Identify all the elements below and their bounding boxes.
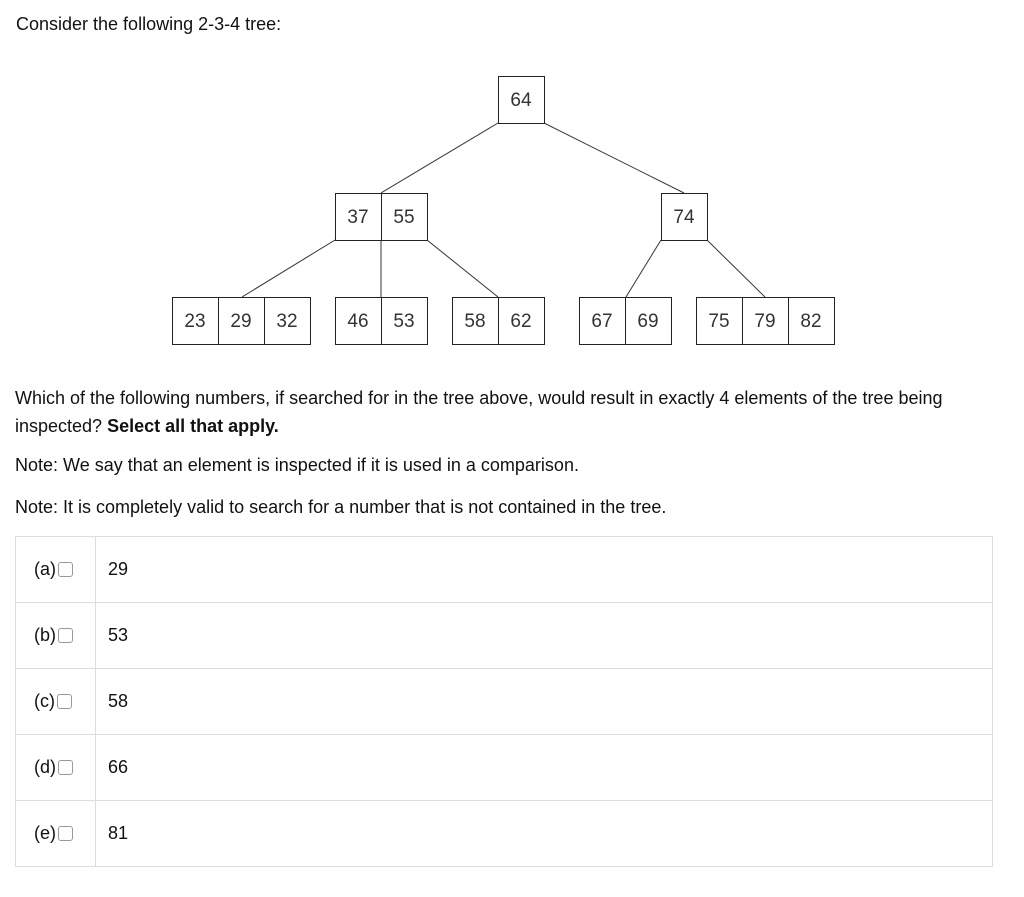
option-letter: (e) (34, 823, 56, 843)
tree-edge (707, 240, 765, 297)
node-key: 32 (276, 311, 298, 332)
node-key: 82 (800, 311, 822, 332)
option-d-label-cell (16, 735, 96, 800)
tree-edge (544, 123, 684, 193)
option-letter: (c) (34, 691, 55, 711)
option-letter: (a) (34, 559, 56, 579)
option-c-checkbox[interactable] (57, 694, 72, 709)
option-c-label-cell (16, 669, 96, 734)
option-d-checkbox[interactable] (58, 760, 73, 775)
node-key: 37 (347, 207, 369, 228)
question-emphasis: Select all that apply. (107, 416, 279, 436)
option-e[interactable] (16, 801, 992, 866)
leaf-node-2 (336, 298, 428, 345)
option-d[interactable] (16, 735, 992, 801)
option-value: 58 (108, 691, 129, 711)
option-b[interactable] (16, 603, 992, 669)
option-letter: (d) (34, 757, 56, 777)
node-key: 64 (510, 90, 532, 111)
leaf-node-1 (173, 298, 311, 345)
option-a-label-cell (16, 537, 96, 602)
internal-node-74 (662, 194, 708, 241)
question-body: Which of the following numbers, if searched for in the tree above, would result in exactly 4 elements of the tree being inspected? (15, 388, 943, 436)
tree-edge (242, 240, 335, 297)
node-key: 29 (230, 311, 252, 332)
note-valid-search: Note: It is completely valid to search for a number that is not contained in the tree. (15, 497, 667, 517)
node-key: 55 (393, 207, 415, 228)
question-text (15, 384, 1005, 440)
node-key: 58 (464, 311, 486, 332)
option-value: 66 (108, 757, 129, 777)
option-e-label-cell (16, 801, 96, 866)
internal-node-37-55 (336, 194, 428, 241)
intro-text: Consider the following 2-3-4 tree: (16, 14, 282, 34)
option-b-checkbox[interactable] (58, 628, 73, 643)
node-key: 23 (184, 311, 206, 332)
node-key: 62 (510, 311, 532, 332)
node-key: 69 (637, 311, 659, 332)
option-value: 29 (108, 559, 129, 579)
option-e-checkbox[interactable] (58, 826, 73, 841)
node-key: 67 (591, 311, 613, 332)
tree-edge (427, 240, 498, 297)
option-letter: (b) (34, 625, 56, 645)
node-key: 53 (393, 311, 415, 332)
note-inspected: Note: We say that an element is inspected if it is used in a comparison. (15, 455, 579, 475)
options-list (15, 536, 993, 867)
tree-edge (626, 240, 661, 297)
option-value: 53 (108, 625, 129, 645)
node-key: 74 (673, 207, 695, 228)
leaf-node-5 (697, 298, 835, 345)
option-a-checkbox[interactable] (58, 562, 73, 577)
option-a[interactable] (16, 537, 992, 603)
option-value: 81 (108, 823, 129, 843)
tree-diagram (0, 0, 1024, 360)
root-node (499, 77, 545, 124)
node-key: 79 (754, 311, 776, 332)
node-key: 75 (708, 311, 730, 332)
option-c[interactable] (16, 669, 992, 735)
option-b-label-cell (16, 603, 96, 668)
node-key: 46 (347, 311, 369, 332)
leaf-node-4 (580, 298, 672, 345)
tree-edge (381, 123, 498, 193)
leaf-node-3 (453, 298, 545, 345)
